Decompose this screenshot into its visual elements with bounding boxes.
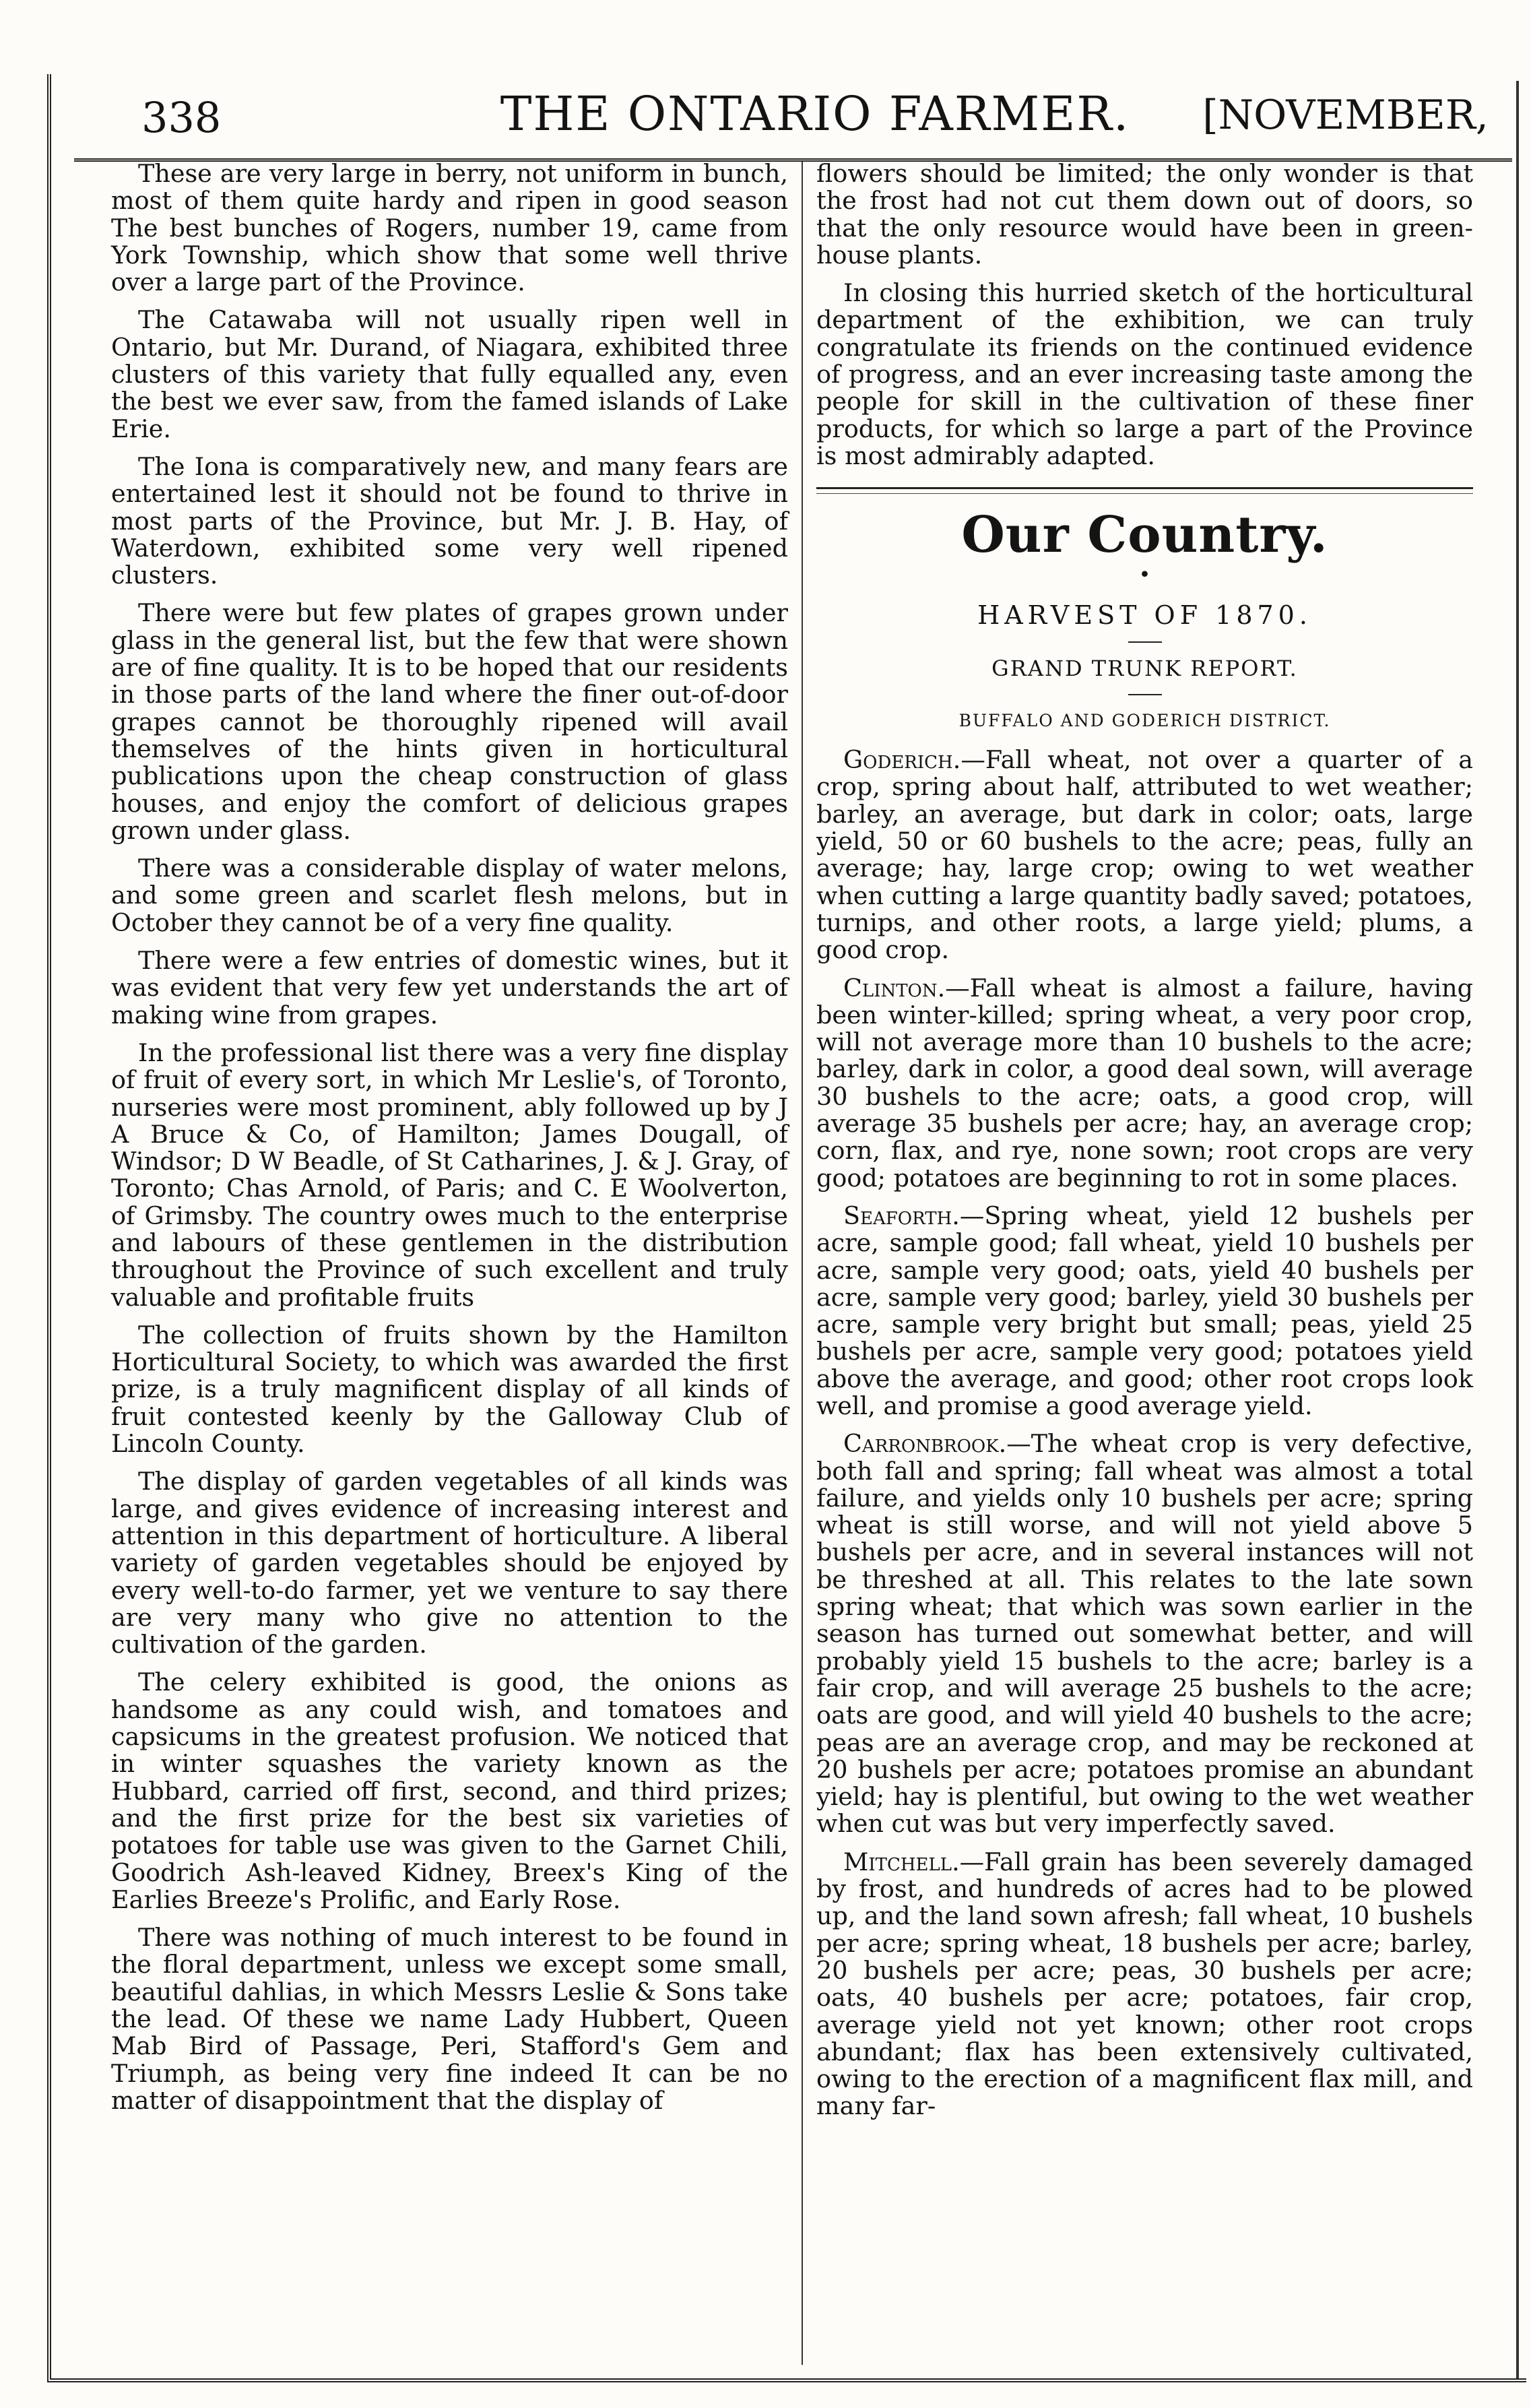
report-text: Spring wheat, yield 12 bushels per acre, sample good; fall wheat, yield 10 bushels per acre, sample very good; oats, yield 40 bushels per acre, sample very good; barley, yield 30 bushels per acre, sample very bright but small; peas, yield 25 bushels per acre, sample very good; potatoes yield above the average, and good; other root crops look well, and promise a good average yield. bbox=[816, 1201, 1473, 1420]
em-dash: — bbox=[945, 973, 970, 1003]
section-title: Our Country. bbox=[961, 506, 1328, 565]
subheading-dash bbox=[1128, 694, 1162, 695]
paragraph-vegetables: The display of garden vegetables of all kinds was large, and gives evidence of increasing interest and attention in this department of horticulture. A liberal variety of garden vegetables should be enjoyed by every well-to-do farmer, yet we venture to say there are very many who give no attention to the cultivation of the garden. bbox=[111, 1467, 788, 1659]
paragraph-catawaba: The Catawaba will not usually ripen well in Ontario, but Mr. Durand, of Niagara, exhibited three clusters of this variety that fully equalled any, even the best we ever saw, from the famed islands of Lake Erie. bbox=[111, 305, 788, 443]
paragraph-closing: In closing this hurried sketch of the horticultural department of the exhibition, we can truly congratulate its friends on the continued evidence of progress, and an ever increasing taste among the people for skill in the cultivation of these finer products, for which so large a part of the Province is most admirably adapted. bbox=[816, 278, 1473, 470]
place-name: Carronbrook. bbox=[843, 1429, 1007, 1459]
place-name: Seaforth. bbox=[843, 1201, 960, 1230]
paragraph-rogers-grapes: These are very large in berry, not uniform in bunch, most of them quite hardy and ripen in good season The best bunches of Rogers, number 19, came from York Township, which show that some well thrive over a large part of the Province. bbox=[111, 159, 788, 297]
paragraph-hamilton-society: The collection of fruits shown by the Hamilton Horticultural Society, to which was awarded the first prize, is a truly magnificent display of all kinds of fruit contested keenly by the Galloway Club of Lincoln County. bbox=[111, 1320, 788, 1459]
heading-harvest: HARVEST OF 1870. bbox=[977, 600, 1312, 631]
section-rule bbox=[816, 487, 1473, 489]
heading-dash bbox=[1128, 641, 1162, 643]
right-column bbox=[816, 160, 1473, 2131]
paragraph-melons: There was a considerable display of water melons, and some green and scarlet flesh melons, but in October they cannot be of a very fine quality. bbox=[111, 854, 788, 937]
paragraph-celery: The celery exhibited is good, the onions as handsome as any could wish, and tomatoes and capsicums in the greatest profusion. We noticed that in winter squashes the variety known as the Hubbard, carried off first, second, and third prizes; and the first prize for the best six varieties of potatoes for table use was given to the Garnet Chili, Goodrich Ash-leaved Kidney, Breex's King of the Earlies Breeze's Prolific, and Early Rose. bbox=[111, 1668, 788, 1914]
report-text: Fall wheat is almost a failure, having been winter-killed; spring wheat, a very poor crop, will not average more than 10 bushels to the acre; barley, dark in color, a good deal sown, will average 30 bushels to the acre; oats, a good crop, will average 35 bushels per acre; hay, an average crop; corn, flax, and rye, none sown; root crops are very good; potatoes are beginning to rot in some places. bbox=[816, 973, 1473, 1193]
left-column bbox=[111, 160, 788, 2125]
column-divider bbox=[802, 162, 803, 2365]
paragraph-floral: There was nothing of much interest to be found in the floral department, unless we except some small, beautiful dahlias, in which Messrs Leslie & Sons take the lead. Of these we name Lady Hubbert, Queen Mab Bird of Passage, Peri, Stafford's Gem and Triumph, as being very fine indeed It can be no matter of disappointment that the display of bbox=[111, 1923, 788, 2115]
ornament-dot: • bbox=[1138, 563, 1151, 588]
running-head bbox=[141, 86, 1489, 147]
section-rule-thin bbox=[816, 493, 1473, 494]
paragraph-wines: There were a few entries of domestic wines, but it was evident that very few yet understands the art of making wine from grapes. bbox=[111, 946, 788, 1029]
paragraph-continuation: flowers should be limited; the only wonder is that the frost had not cut them down out of doors, so that the only resource would have been in green-house plants. bbox=[816, 159, 1473, 270]
report-text: Fall wheat, not over a quarter of a crop, spring about half, attributed to wet weather; barley, an average, but dark in color; oats, large yield, 50 or 60 bushels to the acre; peas, fully an average; hay, large crop; owing to wet weather when cutting a large quantity badly saved; potatoes, turnips, and other roots, a large yield; plums, a good crop. bbox=[816, 745, 1473, 965]
issue-month: [NOVEMBER, bbox=[1202, 92, 1489, 139]
page-number: 338 bbox=[141, 93, 222, 142]
em-dash: — bbox=[1006, 1429, 1031, 1459]
report-mitchell bbox=[816, 1849, 1473, 2120]
report-clinton bbox=[816, 975, 1473, 1192]
paragraph-iona: The Iona is comparatively new, and many fears are entertained lest it should not be found to thrive in most parts of the Province, but Mr. J. B. Hay, of Waterdown, exhibited some very well ripened clusters. bbox=[111, 451, 788, 590]
report-text: Fall grain has been severely damaged by frost, and hundreds of acres had to be plowed up, and the land sown afresh; fall wheat, 10 bushels per acre; spring wheat, 18 bushels per acre; barley, 20 bushels per acre; peas, 30 bushels per acre; oats, 40 bushels per acre; potatoes, fair crop, average yield not yet known; other root crops abundant; flax has been extensively cultivated, owing to the erection of a magnificent flax mill, and many far- bbox=[816, 1847, 1473, 2121]
report-carronbrook bbox=[816, 1430, 1473, 1837]
report-seaforth bbox=[816, 1203, 1473, 1420]
report-text: The wheat crop is very defective, both fall and spring; fall wheat was almost a total failure, and yields only 10 bushels per acre; spring wheat is still worse, and will not yield above 5 bushels per acre, and in several instances will not be threshed at all. This relates to the late sown spring wheat; that which was sown earlier in the season has turned out somewhat better, and will probably yield 15 bushels to the acre; barley is a fair crop, and will average 25 bushels to the acre; oats are good, and will yield 40 bushels to the acre; peas are an average crop, and may be reckoned at 20 bushels per acre; potatoes promise an abundant yield; hay is plentiful, but owing to the wet weather when cut was but very imperfectly saved. bbox=[816, 1429, 1473, 1839]
em-dash: — bbox=[959, 1847, 985, 1876]
right-border bbox=[1516, 81, 1519, 2378]
district-heading: BUFFALO AND GODERICH DISTRICT. bbox=[958, 710, 1331, 730]
em-dash: — bbox=[959, 1201, 985, 1230]
report-goderich bbox=[816, 747, 1473, 963]
publication-title: THE ONTARIO FARMER. bbox=[500, 86, 1130, 141]
em-dash: — bbox=[960, 745, 985, 775]
place-name: Goderich. bbox=[843, 745, 961, 775]
paragraph-glass-grapes: There were but few plates of grapes grown under glass in the general list, but the few that were shown are of fine quality. It is to be hoped that our residents in those parts of the land where the finer out-of-door grapes cannot be thoroughly ripened will avail themselves of the hints given in horticultural publications upon the cheap construction of glass houses, and enjoy the comfort of delicious grapes grown under glass. bbox=[111, 598, 788, 845]
place-name: Mitchell. bbox=[843, 1847, 960, 1876]
place-name: Clinton. bbox=[843, 973, 946, 1003]
paragraph-professional-list: In the professional list there was a very fine display of fruit of every sort, in which Mr Leslie's, of Toronto, nurseries were most prominent, ably followed up by J A Bruce & Co, of Hamilton; James Dougall, of Windsor; D W Beadle, of St Catharines, J. & J. Gray, of Toronto; Chas Arnold, of Paris; and C. E Woolverton, of Grimsby. The country owes much to the enterprise and labours of these gentlemen in the distribution throughout the Province of such excellent and truly valuable and profitable fruits bbox=[111, 1038, 788, 1312]
subheading-grand-trunk: GRAND TRUNK REPORT. bbox=[991, 655, 1298, 681]
